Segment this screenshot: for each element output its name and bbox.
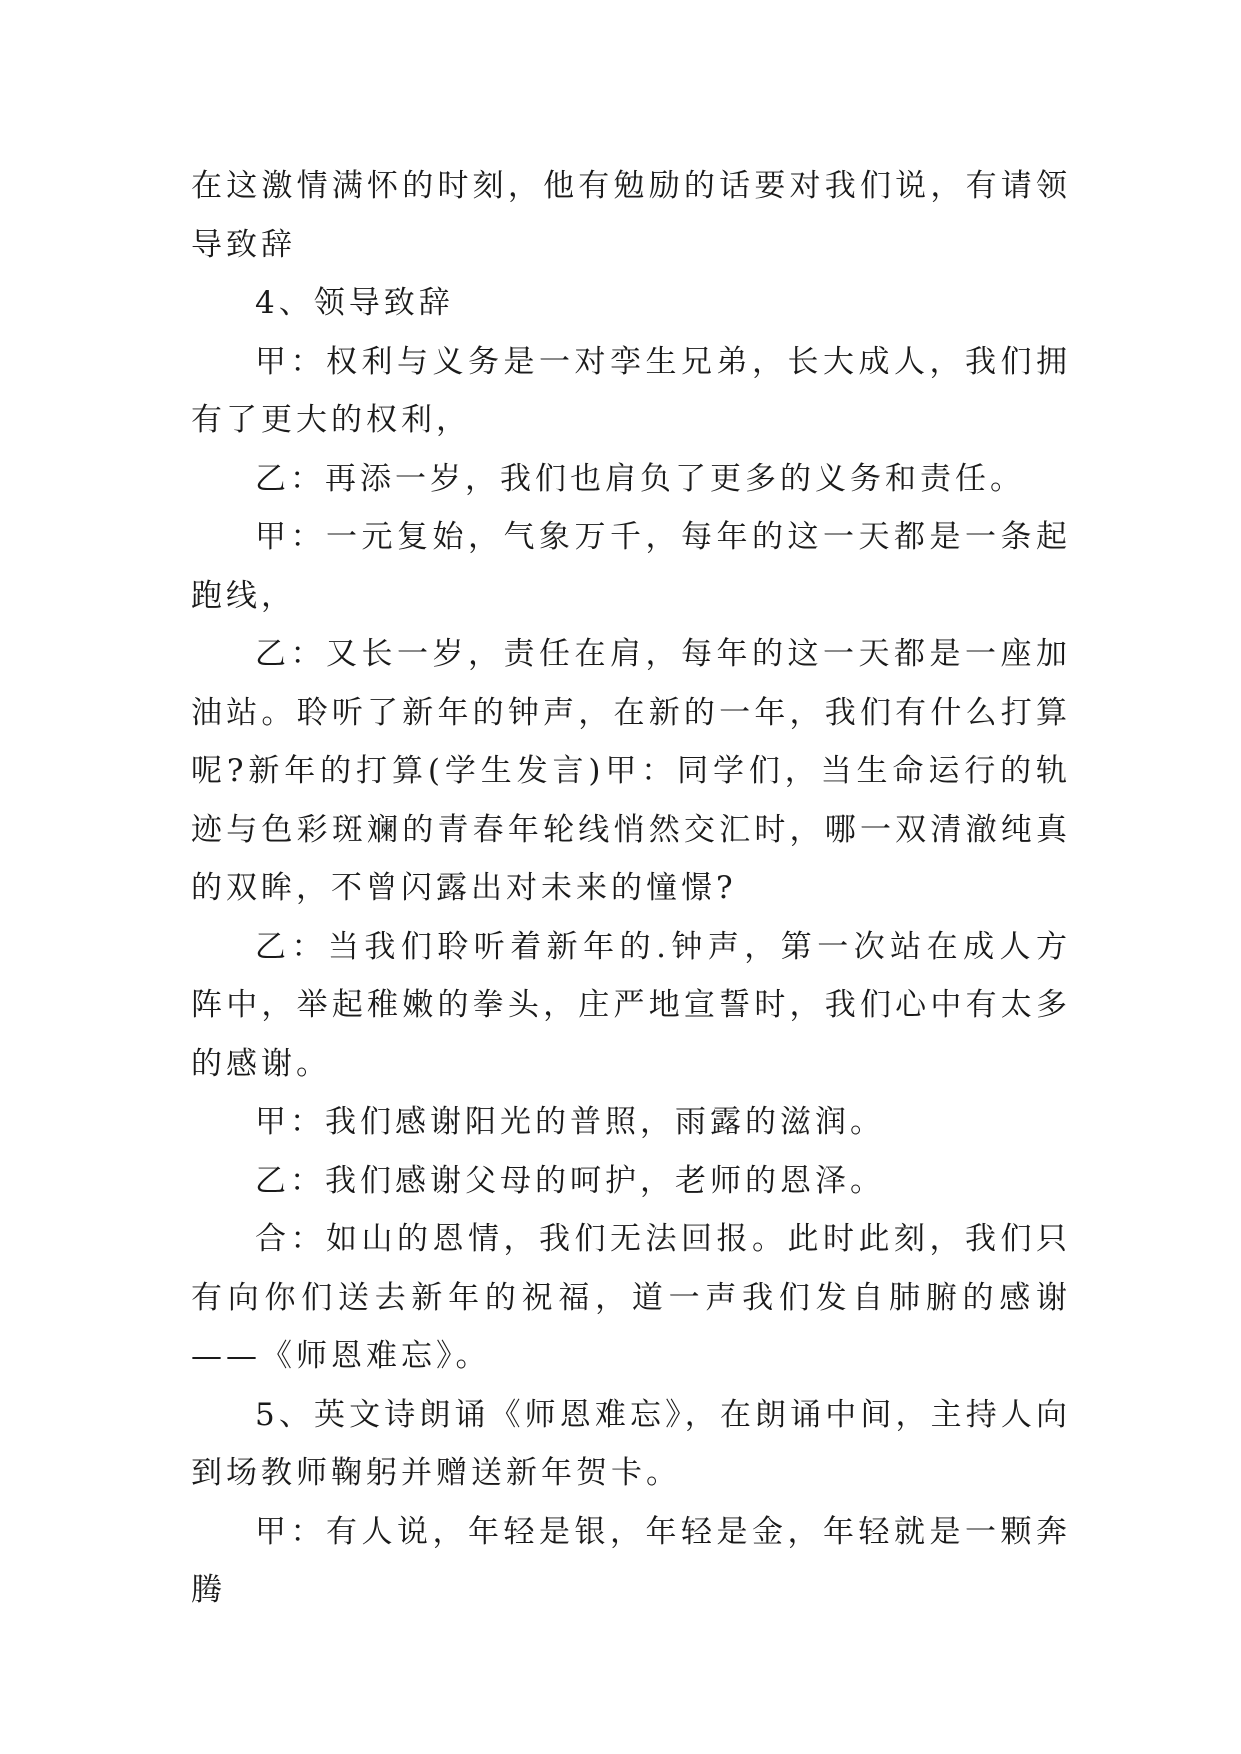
paragraph-dialogue-yi-1: 乙：再添一岁，我们也肩负了更多的义务和责任。 [255, 460, 1025, 497]
paragraph-dialogue-jia-4: 甲：有人说，年轻是银，年轻是金，年轻就是一颗奔腾 [191, 1513, 1071, 1608]
paragraph-section-5: 5、英文诗朗诵《师恩难忘》，在朗诵中间，主持人向到场教师鞠躬并赠送新年贺卡。 [191, 1396, 1071, 1491]
paragraph-dialogue-yi-3: 乙：当我们聆听着新年的.钟声，第一次站在成人方阵中，举起稚嫩的拳头，庄严地宣誓时，我们心中有太多的感谢。 [191, 928, 1071, 1082]
document-body [191, 157, 1071, 1620]
paragraph-dialogue-he: 合：如山的恩情，我们无法回报。此时此刻，我们只有向你们送去新年的祝福，道一声我们发自肺腑的感谢——《师恩难忘》。 [191, 1221, 1071, 1374]
paragraph-leader-intro: 在这激情满怀的时刻，他有勉励的话要对我们说，有请领导致辞 [191, 168, 1071, 263]
paragraph-dialogue-yi-4: 乙：我们感谢父母的呵护，老师的恩泽。 [255, 1162, 885, 1199]
paragraph-dialogue-yi-2: 乙：又长一岁，责任在肩，每年的这一天都是一座加油站。聆听了新年的钟声，在新的一年，我们有什么打算呢?新年的打算(学生发言)甲：同学们，当生命运行的轨迹与色彩斑斓的青春年轮线悄然交汇时，哪一双清澈纯真的双眸，不曾闪露出对未来的憧憬? [191, 636, 1071, 906]
paragraph-dialogue-jia-3: 甲：我们感谢阳光的普照，雨露的滋润。 [255, 1104, 885, 1140]
paragraph-dialogue-jia-1: 甲：权利与义务是一对孪生兄弟，长大成人，我们拥有了更大的权利， [191, 343, 1071, 438]
paragraph-section-4-heading: 4、领导致辞 [255, 285, 454, 321]
paragraph-dialogue-jia-2: 甲：一元复始，气象万千，每年的这一天都是一条起跑线， [191, 519, 1071, 614]
